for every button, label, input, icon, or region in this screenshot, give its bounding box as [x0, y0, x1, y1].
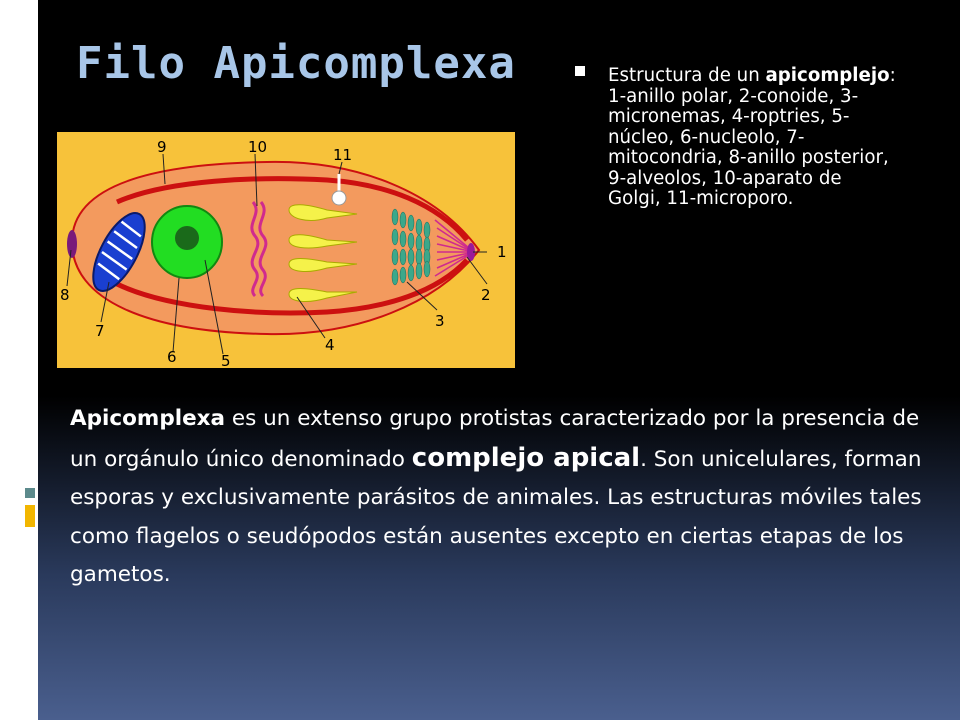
paragraph-emphasis: complejo apical — [411, 442, 641, 473]
caption-prefix: Estructura de un — [608, 65, 766, 86]
decorative-square-yellow — [25, 505, 35, 527]
label-5: 5 — [221, 352, 231, 368]
label-7: 7 — [95, 322, 105, 340]
paragraph-part2: . Son unicelulares, forman esporas y exclusivamente parásitos de animales. Las estructuras móviles tales como flagelos o seudópodos están ausentes excepto en ciertas etapas de los gametos. — [70, 446, 922, 587]
structure-caption — [608, 66, 898, 210]
label-6: 6 — [167, 348, 177, 366]
bullet-marker — [575, 66, 585, 76]
paragraph-part1: es un extenso grupo protistas caracterizado por la presencia de un orgánulo único denominado — [70, 406, 920, 472]
description-paragraph — [70, 400, 930, 595]
nucleolus — [175, 226, 199, 250]
left-decorative-bar — [0, 0, 38, 720]
slide-title: Filo Apicomplexa — [76, 38, 516, 89]
label-3: 3 — [435, 312, 445, 330]
micropore — [332, 191, 346, 205]
label-8: 8 — [60, 286, 70, 304]
decorative-square-gray — [25, 488, 35, 498]
caption-body: : 1-anillo polar, 2-conoide, 3-micronemas, 4-roptries, 5-núcleo, 6-nucleolo, 7-mitocondria, 8-anillo posterior, 9-alveolos, 10-aparato de Golgi, 11-microporo. — [608, 65, 896, 209]
caption-highlight: apicomplejo — [765, 65, 890, 86]
label-10: 10 — [248, 138, 268, 156]
label-1: 1 — [497, 243, 507, 261]
apicomplexa-diagram — [57, 132, 515, 368]
label-11: 11 — [333, 146, 353, 164]
label-9: 9 — [157, 138, 167, 156]
paragraph-term: Apicomplexa — [70, 406, 226, 431]
label-4: 4 — [325, 336, 335, 354]
posterior-ring — [67, 230, 77, 258]
label-2: 2 — [481, 286, 491, 304]
